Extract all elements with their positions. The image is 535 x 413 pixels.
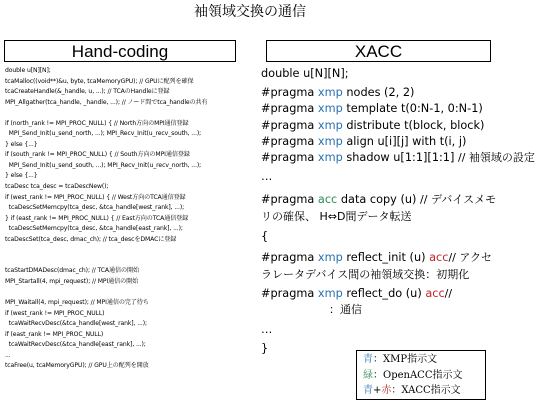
code-line: tcaFree(u, tcaMemoryGPU); // GPU上の配列を開放 [5, 362, 149, 370]
reflect-do-comment-cont [261, 302, 497, 318]
xacc-distribute-line [261, 118, 497, 134]
code-line: MPI_Waitall(4, mpi_request); // MPI通信の完了待ち [5, 299, 149, 307]
xmp-keyword: xmp [317, 250, 343, 264]
code-line [5, 245, 250, 256]
acc-keyword: acc [425, 286, 445, 300]
xmp-keyword: xmp [317, 150, 343, 164]
xacc-decl-line: double u[N][N]; [261, 67, 349, 80]
legend-blue-word: 青 [363, 354, 373, 365]
xacc-code-block [261, 66, 535, 357]
code-line [5, 287, 250, 298]
template-text: template t(0:N-1, 0:N-1) [342, 102, 483, 116]
code-line [5, 256, 250, 267]
xacc-template-line [261, 101, 497, 117]
code-line: MPI_Send_Init(u_send_north, ...); MPI_Recv_Init(u_recv_south, ...); [5, 130, 202, 138]
reflect-do-text: reflect_do (u) [342, 286, 426, 300]
align-text: align u[i][j] with t(i, j) [342, 134, 467, 148]
legend-acc-desc: ：OpenACC指示文 [373, 369, 463, 381]
legend-xacc [363, 383, 479, 399]
code-line: } else {...} [5, 172, 38, 180]
xacc-reflect-init-line [261, 249, 497, 283]
code-line: tcaDescSetMemcpy(tca_desc, &tca_handle[east_rank], ...); [5, 225, 183, 233]
acc-keyword: acc [429, 250, 449, 264]
code-line: tcaDescSetMemcpy(tca_desc, &tca_handle[west_rank], ...); [5, 204, 185, 212]
code-line: tcaMalloc((void**)&u, byte, tcaMemoryGPU); // GPUに配列を確保 [5, 77, 194, 85]
pragma-keyword: #pragma [261, 193, 315, 207]
legend-xacc-desc: ：XACC指示文 [391, 385, 461, 396]
nodes-text: nodes (2, 2) [342, 86, 415, 100]
xmp-keyword: xmp [317, 102, 343, 116]
xacc-header: XACC [266, 40, 491, 62]
code-line: } if (east_rank != MPI_PROC_NULL) { // East方向のTCA通信登録 [5, 214, 189, 222]
acc-data-comment: // デバイスメモリの確保、 H⇔D間データ転送 [261, 193, 497, 224]
hand-coding-code-block [5, 66, 250, 372]
code-line: ... [5, 351, 11, 359]
code-line: tcaStartDMADesc(dmac_ch); // TCA通信の開始 [5, 267, 139, 275]
pragma-keyword: #pragma [261, 118, 315, 132]
code-line [5, 108, 250, 119]
legend-plus: + [373, 385, 382, 396]
reflect-init-comment: // アクセラレータデバイス間の袖領域交換：初期化 [261, 250, 493, 281]
xacc-nodes-line [261, 85, 497, 101]
code-line: if (east_rank != MPI_PROC_NULL) [5, 330, 104, 338]
xmp-keyword: xmp [317, 86, 343, 100]
legend-blue-word-2: 青 [363, 385, 373, 396]
reflect-init-text: reflect_init (u) [342, 250, 430, 264]
brace-close-line: } [261, 342, 269, 356]
code-line: tcaDesc tca_desc = tcaDescNew(); [5, 183, 109, 191]
legend-green-word: 緑 [363, 369, 373, 381]
xacc-reflect-do-line [261, 286, 497, 302]
acc-data-text: data copy (u) [337, 193, 421, 207]
code-line: double u[N][N]; [5, 67, 51, 74]
xacc-shadow-line [261, 150, 535, 166]
pragma-keyword: #pragma [261, 86, 315, 100]
pragma-keyword: #pragma [261, 250, 315, 264]
ellipsis-line-2: … [261, 322, 273, 336]
color-legend [356, 350, 486, 400]
code-line: tcaDescSet(tca_desc, dmac_ch); // tca_descをDMACに登録 [5, 235, 177, 243]
page-title: 袖領域交換の通信 [194, 4, 306, 20]
pragma-keyword: #pragma [261, 102, 315, 116]
pragma-keyword: #pragma [261, 150, 315, 164]
reflect-do-comment-2: ：通信 [329, 302, 362, 316]
legend-xmp [363, 352, 479, 368]
distribute-text: distribute t(block, block) [342, 118, 485, 132]
code-line: } else {...} [5, 140, 38, 148]
pragma-keyword: #pragma [261, 134, 315, 148]
xacc-acc-data-line [261, 191, 497, 225]
code-line: MPI_Allgather(tca_handle, _handle, ...); // ノード間でtca_handleの共有 [5, 98, 208, 106]
shadow-comment: // 袖領域の設定 [458, 150, 535, 164]
xmp-keyword: xmp [317, 134, 343, 148]
code-line: if (west_rank != MPI_PROC_NULL) { // West方向のTCA通信登録 [5, 193, 186, 201]
legend-acc [363, 368, 479, 384]
code-line: if (west_rank != MPI_PROC_NULL) [5, 309, 105, 317]
code-line: MPI_Startall(4, mpi_request); // MPI通信の開始 [5, 277, 139, 285]
acc-keyword: acc [317, 193, 338, 207]
shadow-text: shadow u[1:1][1:1] [342, 150, 458, 164]
hand-coding-header: Hand-coding [4, 40, 236, 62]
code-line: MPI_Send_Init(u_send_south, ...); MPI_Recv_Init(u_recv_north, ...); [5, 161, 202, 169]
legend-red-word: 赤 [381, 385, 392, 396]
legend-xmp-desc: ：XMP指示文 [373, 354, 438, 365]
code-line: tcaWaitRecvDesc(&tca_handle[east_rank], ...); [5, 341, 146, 349]
brace-open-line: { [261, 230, 269, 244]
code-line: if (north_rank != MPI_PROC_NULL) { // North方向のMPI通信登録 [5, 119, 189, 127]
xacc-align-line [261, 134, 497, 150]
ellipsis-line: … [261, 170, 273, 184]
code-line: if (south_rank != MPI_PROC_NULL) { // South方向のMPI通信登録 [5, 151, 190, 159]
reflect-do-comment: // [444, 286, 453, 300]
code-line: tcaCreateHandle(&_handle, u, ...); // TCAのHandleに登録 [5, 88, 170, 96]
xmp-keyword: xmp [317, 118, 343, 132]
xmp-keyword: xmp [317, 286, 343, 300]
code-line: tcaWaitRecvDesc(&tca_handle[west_rank], ...); [5, 320, 147, 328]
pragma-keyword: #pragma [261, 286, 315, 300]
